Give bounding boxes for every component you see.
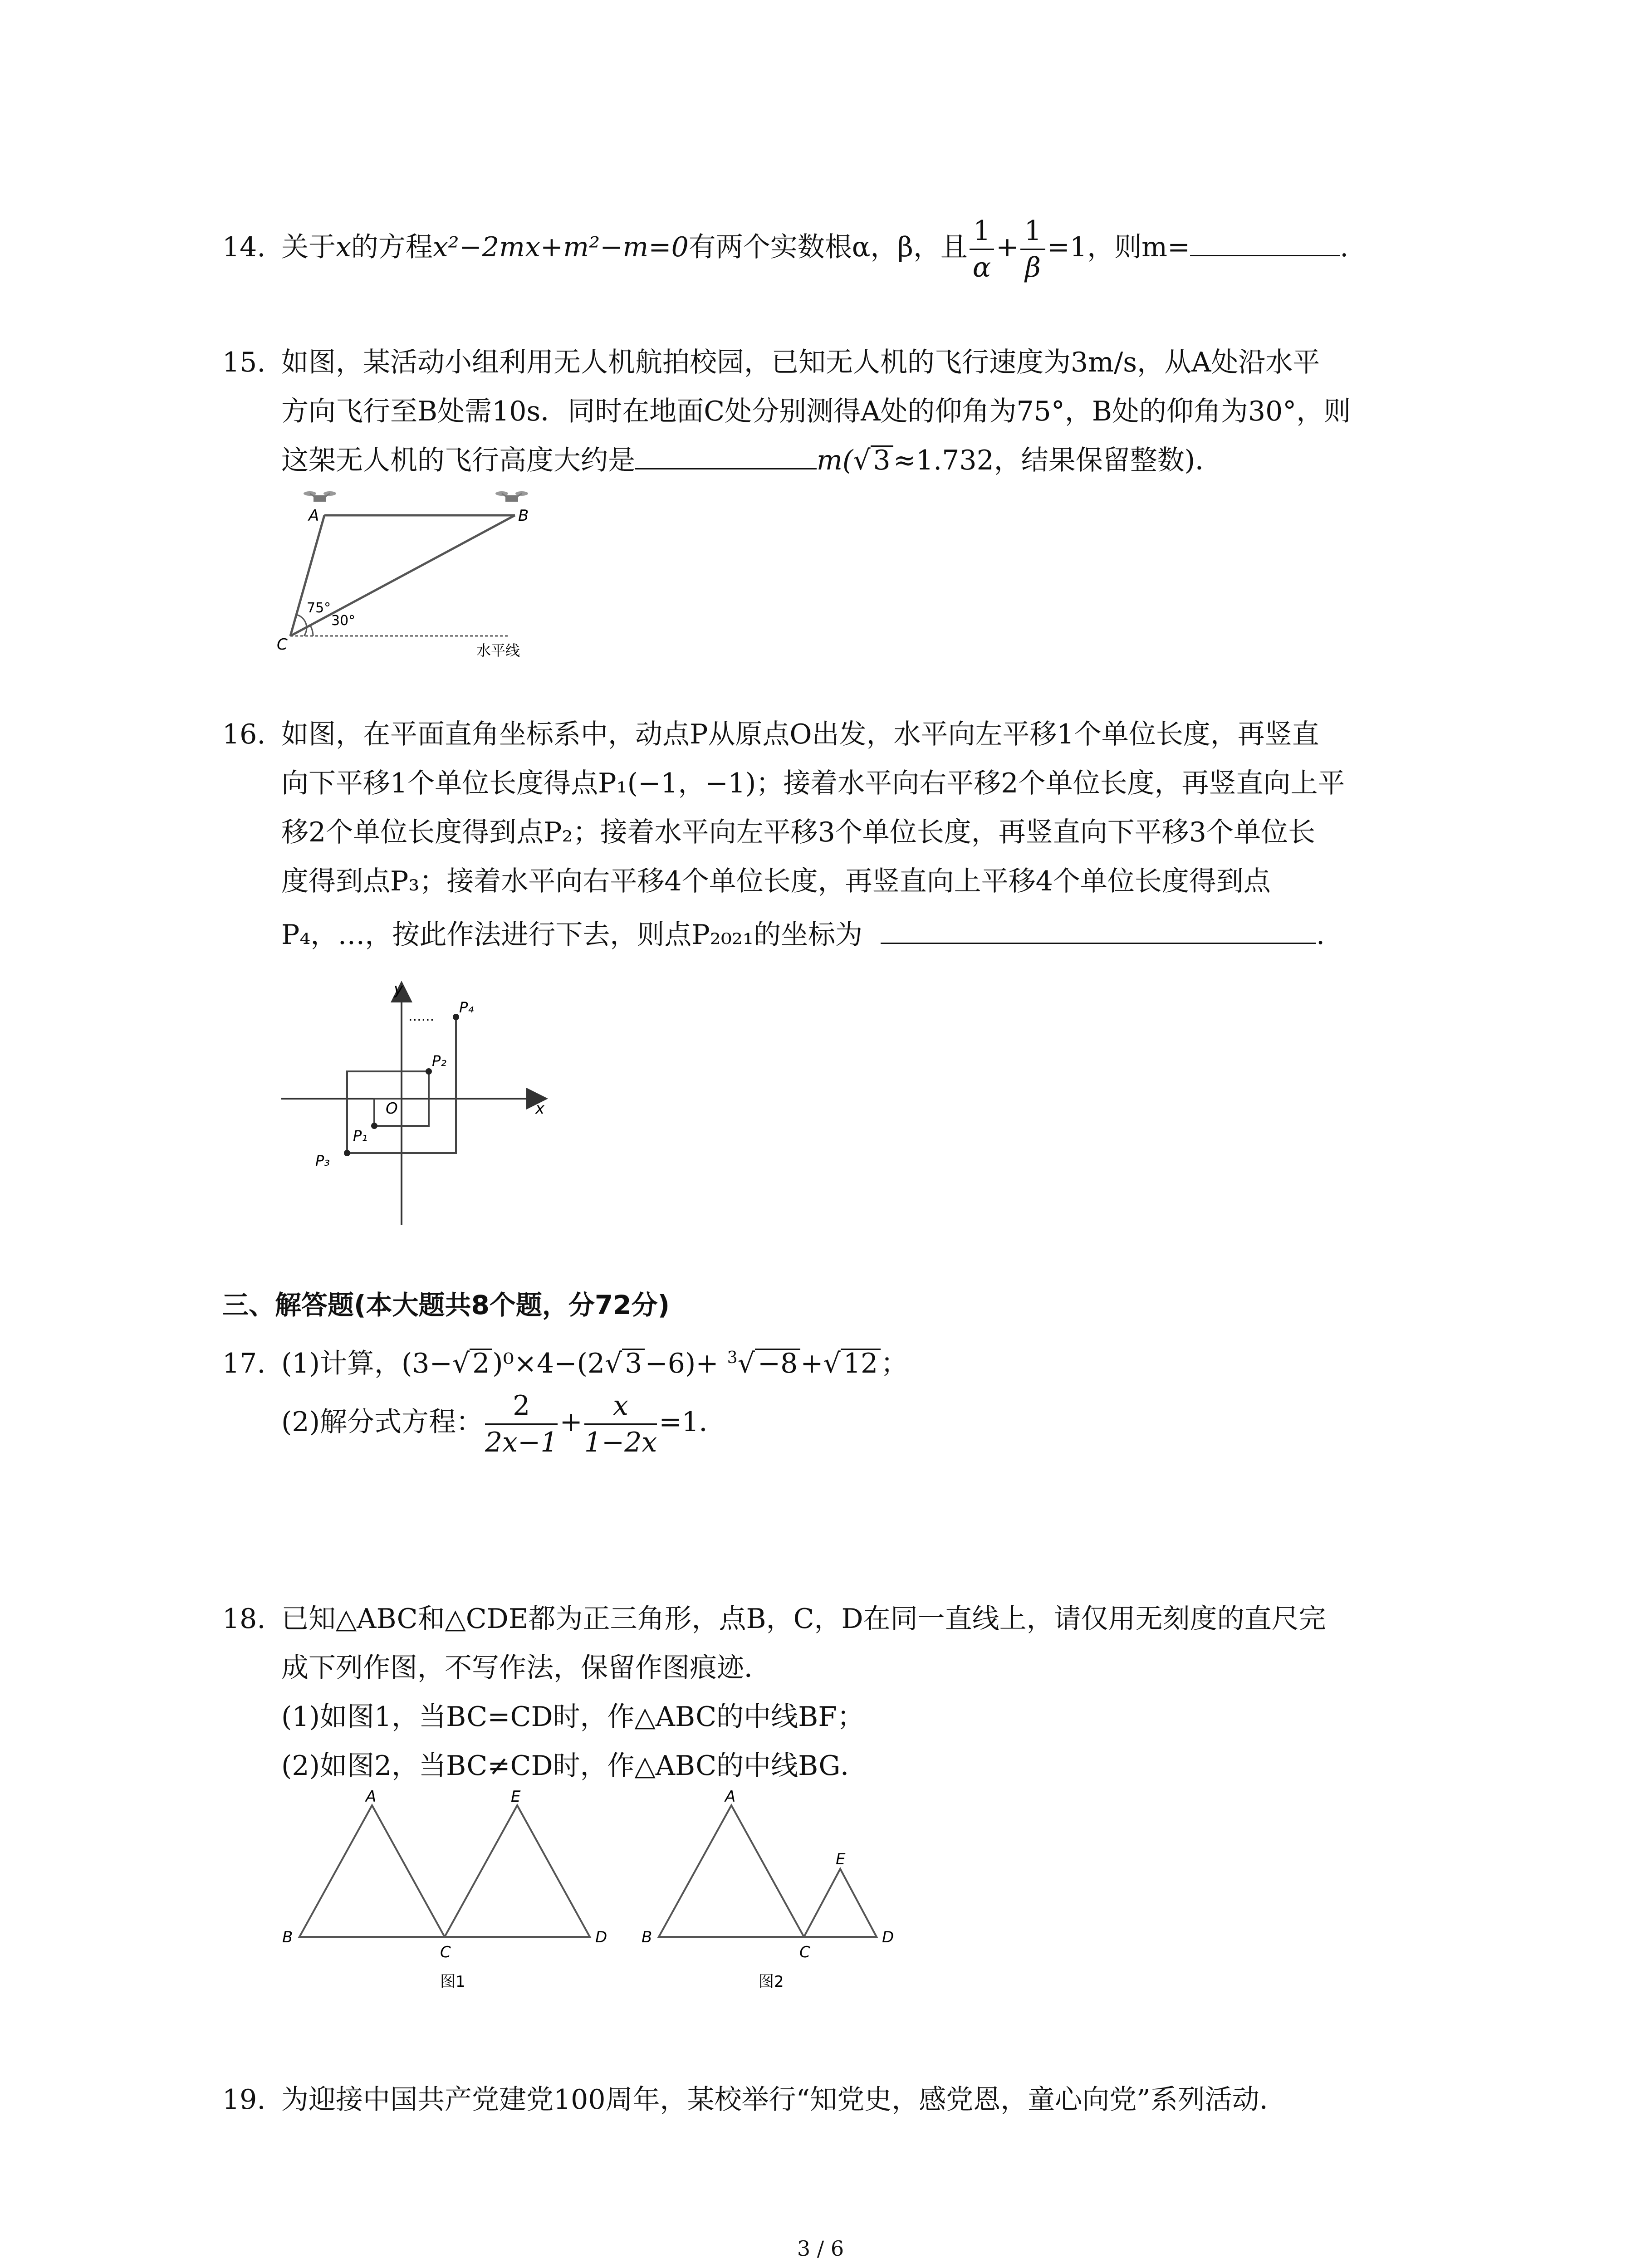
axis-y-label: y: [394, 980, 403, 998]
angle-30: 30°: [331, 613, 356, 629]
label-a: A: [309, 507, 319, 525]
drone-icon: [495, 491, 528, 502]
label-p3: P₃: [315, 1152, 330, 1169]
label-p2: P₂: [432, 1052, 447, 1070]
fig2-caption: 图2: [759, 1973, 784, 1991]
question-14: 14. 关于x的方程x²−2mx+m²−m=0有两个实数根α，β，且 $\frac{1}{\alpha}$ + $\frac{1}{\beta}$ =1，则m= .: [222, 213, 1438, 285]
question-number: 18.: [222, 1603, 266, 1635]
fig1-label-e: E: [511, 1788, 521, 1806]
label-p1: P₁: [353, 1127, 368, 1144]
sqrt-symbol: √: [605, 1348, 622, 1379]
question-17: 17. (1)计算，(3−√ 2 )⁰×4−(2√ 3 −6)+ $^3$√ −8 +√ 12 ； (2)解分式方程： $\frac{2}{2x-1}$ + $\frac{x}{1-2x}$ =1．: [222, 1334, 1438, 1460]
fig2-label-c: C: [799, 1943, 810, 1961]
coordinate-figure: [272, 975, 567, 1238]
question-16: 16. 如图，在平面直角坐标系中，动点P从原点O出发，水平向左平移1个单位长度，再竖直 向下平移1个单位长度得点P₁(−1，−1)；接着水平向右平移2个单位长度，再竖直向上平 移2个单位长度得到点P₂；接着水平向左平移3个单位长度，再竖直向下平移3个单位长 度得到点P₃；接着水平向右平移4个单位长度，再竖直向上平移4个单位长度得到点 P₄，…，按此作法进行下去，则点P₂₀₂₁的坐标为 .: [222, 710, 1438, 959]
question-19: 19. 为迎接中国共产党建党100周年，某校举行“知党史，感党恩，童心向党”系列活动．: [222, 2075, 1438, 2124]
question-18: 18. 已知△ABC和△CDE都为正三角形，点B，C，D在同一直线上，请仅用无刻度的直尺完 成下列作图，不写作法，保留作图痕迹． (1)如图1，当BC=CD时，作△ABC的中线BF； (2)如图2，当BC≠CD时，作△ABC的中线BG．: [222, 1594, 1438, 1790]
origin-label: O: [386, 1100, 398, 1118]
sqrt-symbol: √: [452, 1348, 470, 1379]
question-15: 15. 如图，某活动小组利用无人机航拍校园，已知无人机的飞行速度为3m/s，从A处沿水平 方向飞行至B处需10s．同时在地面C处分别测得A处的仰角为75°，B处的仰角为30°，则 这架无人机的飞行高度大约是 m(√ 3 ≈1.732，结果保留整数)．: [222, 338, 1438, 485]
drone-icon: [304, 491, 336, 502]
figure-2: [635, 1787, 916, 2014]
drone-figure: [263, 472, 590, 667]
answer-blank: [881, 915, 1316, 944]
horizontal-label: 水平线: [476, 642, 520, 659]
sqrt-symbol: √: [853, 445, 871, 476]
fig1-label-a: A: [366, 1788, 377, 1806]
fig1-label-d: D: [595, 1928, 607, 1946]
angle-75: 75°: [307, 600, 331, 616]
fig1-caption: 图1: [440, 1973, 465, 1991]
section-heading: 三、解答题(本大题共8个题，分72分): [222, 1290, 670, 1320]
answer-blank: [1190, 228, 1340, 256]
sqrt-symbol: √: [823, 1348, 841, 1379]
question-number: 14.: [222, 231, 266, 264]
fig2-label-d: D: [882, 1928, 894, 1946]
fraction: $\frac{1}{\beta}$: [1020, 213, 1045, 285]
label-p4: P₄: [459, 999, 474, 1016]
axis-x-label: x: [535, 1100, 545, 1118]
label-c: C: [277, 635, 288, 654]
continuation-dots: ......: [408, 1008, 435, 1024]
fig2-label-e: E: [836, 1850, 846, 1868]
figure-1: [272, 1787, 635, 2014]
label-b: B: [518, 507, 529, 525]
fraction: $\frac{x}{1-2x}$: [584, 1388, 657, 1460]
fraction: $\frac{2}{2x-1}$: [485, 1388, 558, 1460]
answer-blank: [635, 441, 817, 469]
question-number: 15.: [222, 347, 266, 378]
question-number: 17.: [222, 1348, 266, 1379]
fig1-label-b: B: [282, 1928, 293, 1946]
fraction: $\frac{1}{\alpha}$: [970, 213, 994, 285]
fig2-label-b: B: [642, 1928, 652, 1946]
cbrt-symbol: √: [737, 1348, 755, 1379]
question-number: 19.: [222, 2084, 266, 2116]
fig1-label-c: C: [440, 1943, 451, 1961]
page-number: 3 / 6: [797, 2236, 844, 2261]
fig2-label-a: A: [725, 1788, 736, 1806]
question-number: 16.: [222, 719, 266, 750]
